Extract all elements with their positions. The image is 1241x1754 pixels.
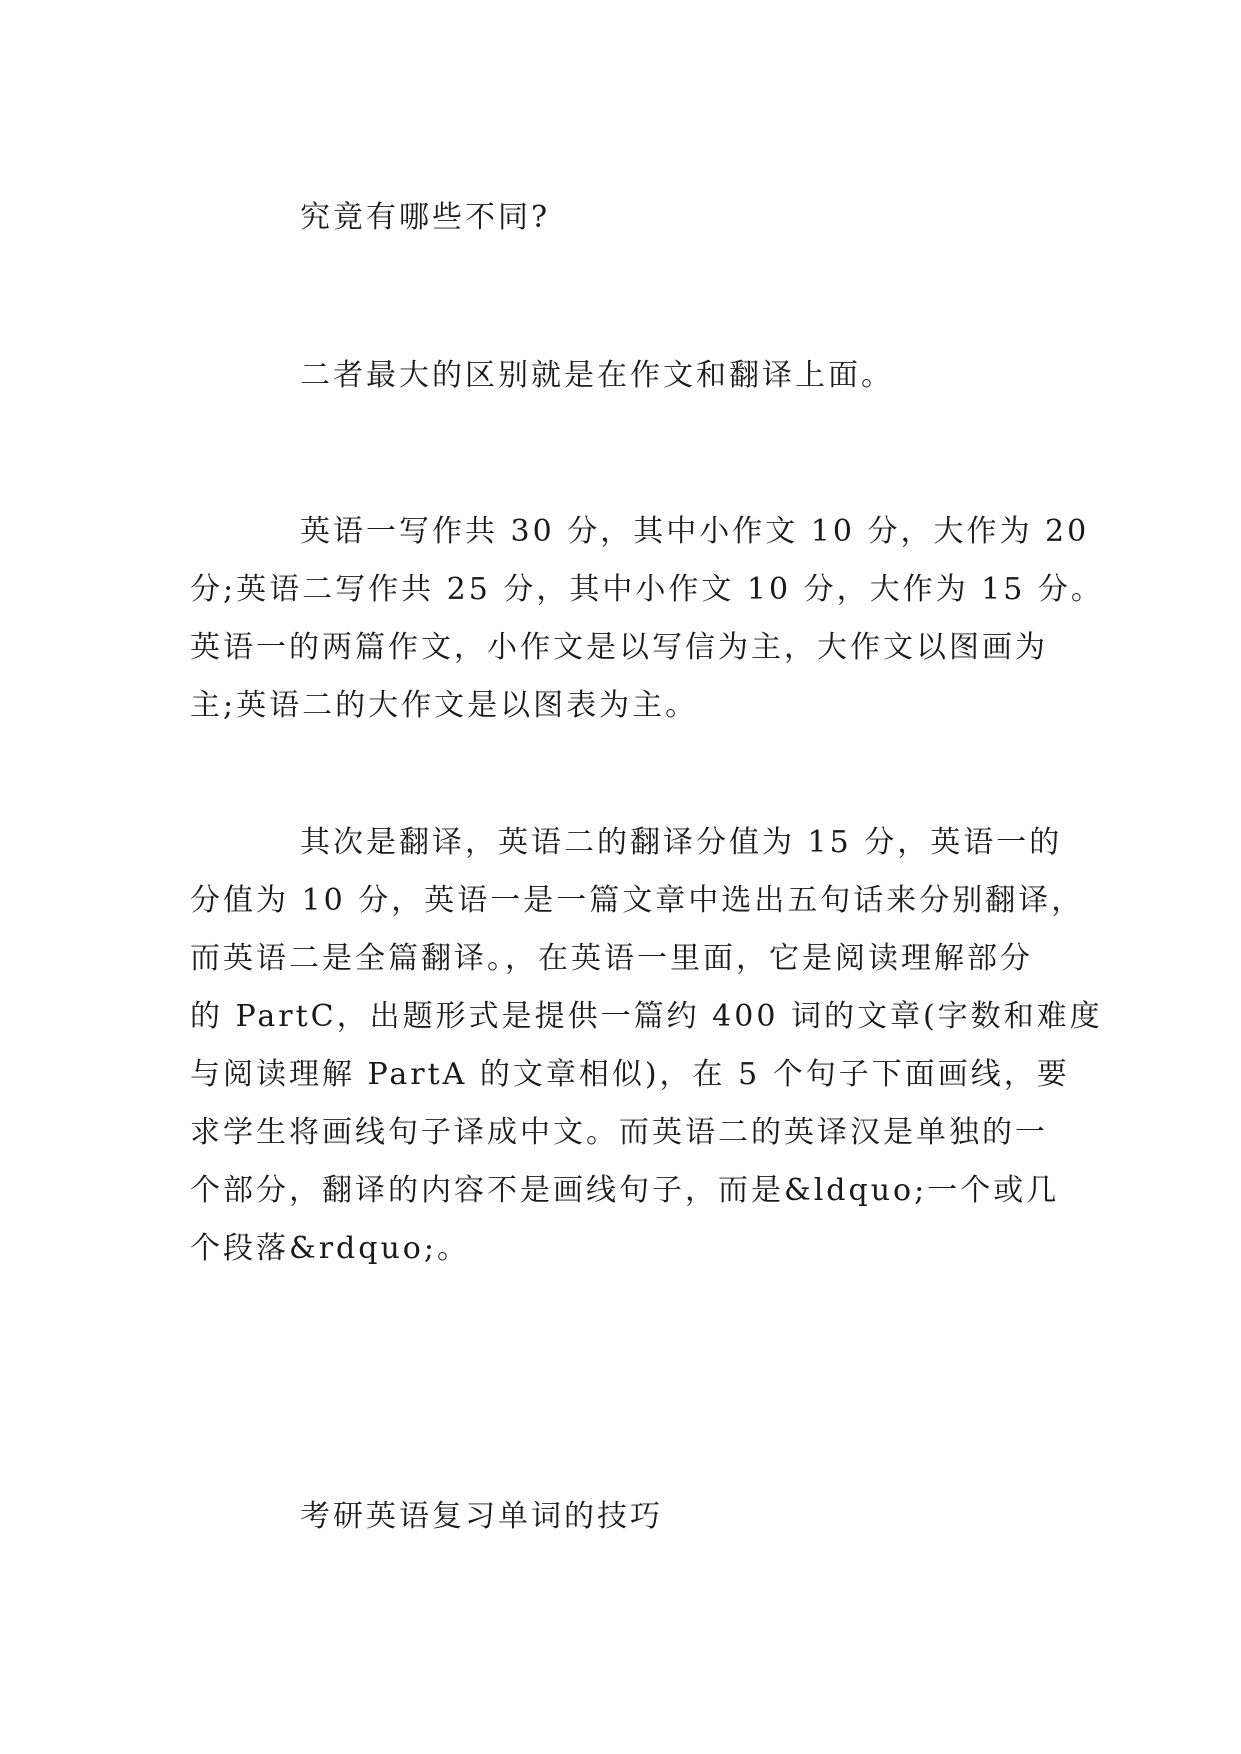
- text-line: 个部分，翻译的内容不是画线句子，而是&ldquo;一个或几: [190, 1173, 1060, 1208]
- heading-vocab-tips: [190, 1488, 1050, 1546]
- text-line: 二者最大的区别就是在作文和翻译上面。: [300, 358, 894, 393]
- text-line: 英语一的两篇作文，小作文是以写信为主，大作文以图画为: [190, 630, 1048, 665]
- text-line: 其次是翻译，英语二的翻译分值为 15 分，英语一的: [300, 825, 1063, 860]
- text-line: 求学生将画线句子译成中文。而英语二的英译汉是单独的一: [190, 1115, 1048, 1150]
- text-line: 究竟有哪些不同?: [300, 200, 551, 235]
- text-line: 与阅读理解 PartA 的文章相似)，在 5 个句子下面画线，要: [190, 1057, 1070, 1092]
- paragraph-main-difference: [190, 347, 1050, 405]
- paragraph-translation: [190, 814, 1103, 1278]
- text-line: 的 PartC，出题形式是提供一篇约 400 词的文章(字数和难度: [190, 999, 1103, 1034]
- heading-differences: [190, 189, 1050, 247]
- paragraph-writing: [190, 503, 1104, 735]
- text-line: 个段落&rdquo;。: [190, 1231, 470, 1266]
- text-line: 英语一写作共 30 分，其中小作文 10 分，大作为 20: [300, 514, 1090, 549]
- text-line: 考研英语复习单词的技巧: [300, 1499, 663, 1534]
- text-line: 主;英语二的大作文是以图表为主。: [190, 688, 699, 723]
- text-line: 而英语二是全篇翻译。，在英语一里面，它是阅读理解部分: [190, 941, 1033, 976]
- text-line: 分;英语二写作共 25 分，其中小作文 10 分，大作为 15 分。: [190, 572, 1104, 607]
- text-line: 分值为 10 分，英语一是一篇文章中选出五句话来分别翻译，: [190, 883, 1085, 918]
